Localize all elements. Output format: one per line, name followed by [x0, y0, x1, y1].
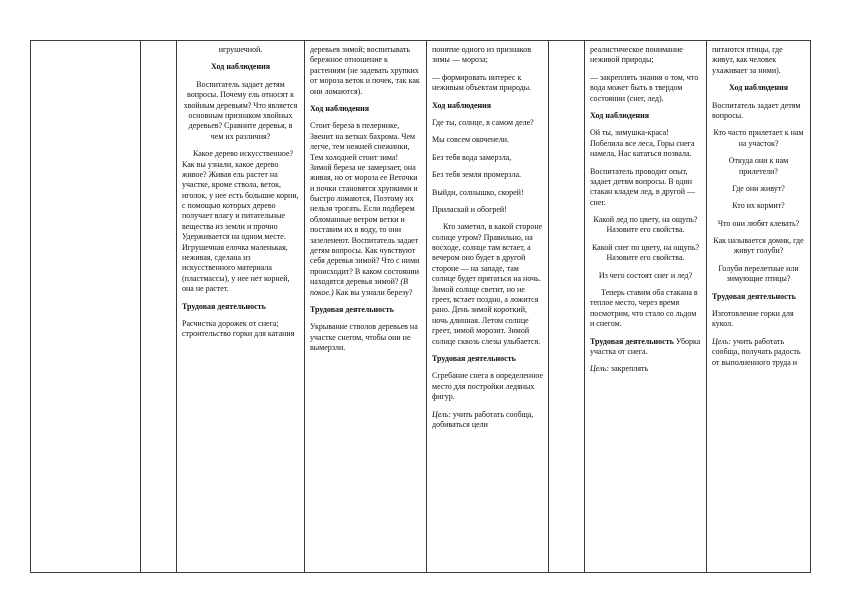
text-block — [590, 167, 701, 209]
table-column-snow-ice — [585, 41, 707, 572]
table-column-birch-winter — [305, 41, 427, 572]
planning-table — [30, 40, 811, 573]
text-block — [432, 170, 543, 180]
text-run: Какое дерево искусственное? Как вы узнали, какое дерево живое? Живая ель растет на участке, кроме ствола, веток, иголок, у нее есть большие корни, с помощью которых дерево получает влагу и питательные вещества из земли и прочно Удерживается на одном месте. Игрушечная елочка маленькая, неживая, сделана из искусственного материала (пластмассы), у нее нет корней, она не растет. — [182, 149, 299, 294]
text-block — [590, 111, 701, 121]
text-run: Воспитатель проводит опыт, задает детям вопросы. В один стакан кладем лед, в другой — снег. — [590, 166, 696, 207]
text-block — [432, 222, 543, 347]
text-run: Ход наблюдения — [728, 83, 789, 93]
text-block — [712, 236, 805, 257]
text-block — [432, 101, 543, 111]
text-run: — закреплять знания о том, что вода может быть в твердом состоянии (снег, лед). — [590, 72, 699, 103]
text-block — [590, 337, 701, 358]
text-block — [712, 337, 805, 368]
text-run: Какой снег по цвету, на ощупь? Назовите его свойства. — [591, 242, 700, 263]
text-block — [432, 135, 543, 145]
text-run: закреплять — [608, 364, 649, 374]
text-block — [182, 45, 299, 55]
text-run: Изготовление горки для кукол. — [712, 309, 794, 329]
text-run: Теперь ставим оба стакана в теплое место, через время посмотрим, что стало со льдом и снегом. — [590, 288, 698, 329]
text-run: питаются птицы, где живут, как человек ухаживает за ними). — [712, 45, 783, 75]
text-block — [712, 101, 805, 122]
text-run: Кто их кормит? — [732, 201, 785, 211]
text-block — [310, 45, 421, 97]
text-run: Сгребание снега в определенное место для постройки ледяных фигур. — [432, 371, 543, 402]
text-block — [432, 153, 543, 163]
table-cell-empty-narrow — [141, 41, 177, 572]
text-block — [432, 354, 543, 364]
text-block — [182, 319, 299, 340]
text-block — [590, 45, 701, 66]
text-run: игрушечной. — [218, 45, 263, 54]
table-cell-empty-left — [31, 41, 141, 572]
text-block — [712, 128, 805, 149]
text-block — [712, 264, 805, 285]
text-run: Ой ты, зимушка-краса! Побелила все леса, Горы снега намела, Нас кататься позвала. — [590, 128, 695, 159]
text-block — [182, 302, 299, 312]
text-block — [182, 80, 299, 142]
text-block — [182, 149, 299, 294]
text-block — [590, 128, 701, 159]
text-run: Приласкай и обогрей! — [432, 204, 507, 214]
text-run: деревьев зимой; воспитывать бережное отношение к растениям (не задевать хрупких от мороза веток и почек, так как они ломаются). — [310, 45, 420, 96]
text-run: Какой лед по цвету, на ощупь? Назовите его свойства. — [593, 215, 698, 235]
text-run: Уборка участка от снега. — [590, 336, 701, 356]
text-block — [310, 121, 421, 298]
text-run: Как называется домик, где живут голуби? — [713, 236, 804, 256]
text-block — [712, 83, 805, 93]
text-run: учить работать сообща, получать радость от выполненного труда и — [712, 336, 801, 367]
text-block — [432, 371, 543, 402]
text-block — [590, 215, 701, 236]
text-block — [310, 104, 421, 114]
text-run: Голуби перелетные или зимующие птицы? — [718, 263, 799, 284]
text-run: Кто заметил, в какой стороне солнце утром? Правильно, на восходе, солнце там встает, а вечером оно будет в другой стороне — на западе, там солнце будет прятаться на ночь. Зимой солнце светит, но не греет, встает поздно, а ложится рано. День зимой короткий, ночь длинная. Летом солнце греет, зимой морозит. Зимой солнце сквозь слезы улыбается. — [432, 222, 543, 346]
text-block — [590, 271, 701, 281]
text-run: Стоит береза в пелеринке, Звенит на ветках бахрома. Чем легче, тем нежней снежинки, Тем холодней стоит зима! Зимой береза не замерзает, она живая, но от мороза ее Веточки и почки становятся хрупкими и быстро ломаются, Поэтому их нельзя трогать. Если подберем обломанные ветром ветки и поставим их в воду, то они зазеленеют. Воспитатель задает детям вопросы. Как чувствуют себя деревья зимой? Что с ними происходит? В каком состоянии находятся деревья зимой? — [310, 121, 420, 287]
text-run: Трудовая деятельность — [310, 304, 394, 314]
text-run: Где ты, солнце, в самом деле? — [432, 117, 534, 127]
table-column-sun-frost — [427, 41, 549, 572]
text-run: понятие одного из признаков зимы — мороза; — [432, 45, 532, 65]
table-column-birds — [707, 41, 810, 572]
text-run: (В покое.) — [310, 277, 409, 297]
text-block — [590, 73, 701, 104]
text-run: Без тебя вода замерзла, — [432, 152, 512, 162]
text-run: Ход наблюдения — [432, 100, 492, 110]
text-run: Трудовая деятельность — [590, 336, 674, 346]
text-run: Выйди, солнышко, скорей! — [432, 187, 524, 197]
text-run: Трудовая деятельность — [182, 301, 266, 311]
text-run: Расчистка дорожек от снега; строительство горки для катания — [182, 318, 295, 339]
text-block — [432, 410, 543, 431]
text-block — [432, 45, 543, 66]
text-run: Как вы узнали березу? — [333, 287, 413, 297]
text-run: Воспитатель задает детям вопросы. — [712, 100, 801, 120]
text-run: Ход наблюдения — [310, 103, 370, 113]
text-run: Что они любят клевать? — [717, 218, 800, 228]
text-run: Мы совсем окоченели. — [432, 135, 509, 145]
text-block — [590, 243, 701, 264]
table-cell-empty-middle — [549, 41, 585, 572]
text-block — [712, 45, 805, 76]
text-block — [712, 156, 805, 177]
text-run: Кто часто прилетает к нам на участок? — [713, 128, 804, 148]
text-run: Укрывание стволов деревьев на участке снегом, чтобы они не вымерзли. — [310, 322, 418, 353]
text-run: реалистическое понимание неживой природы; — [590, 45, 683, 65]
text-block — [310, 322, 421, 353]
text-run: Из чего состоят снег и лед? — [598, 270, 693, 280]
text-run: Трудовая деятельность — [712, 291, 796, 301]
text-run: Где они живут? — [732, 183, 785, 193]
text-run: Ход наблюдения — [210, 62, 271, 72]
text-block — [432, 205, 543, 215]
text-block — [712, 219, 805, 229]
text-block — [432, 73, 543, 94]
text-block — [590, 288, 701, 330]
text-block — [712, 201, 805, 211]
text-run: Цель: — [590, 364, 609, 374]
text-run: Без тебя земля промерзла. — [432, 170, 521, 180]
text-run: Ход наблюдения — [590, 110, 650, 120]
text-block — [432, 118, 543, 128]
text-run: Цель: — [712, 336, 731, 346]
text-block — [590, 364, 701, 374]
text-block — [712, 309, 805, 330]
text-run: Цель: — [432, 409, 451, 419]
text-block — [310, 305, 421, 315]
text-run: Воспитатель задает детям вопросы. Почему ель относят к хвойным деревьям? Что является основным признаком хвойных деревьев? Сравните деревья, в чем их различия? — [183, 79, 298, 141]
text-block — [182, 62, 299, 72]
text-block — [712, 184, 805, 194]
text-run: учить работать сообща, добиваться цели — [432, 409, 534, 429]
text-run: — формировать интерес к неживым объектам природы. — [432, 72, 532, 93]
text-block — [432, 188, 543, 198]
table-column-observation-trees — [177, 41, 305, 572]
text-block — [712, 292, 805, 302]
text-run: Трудовая деятельность — [432, 353, 516, 363]
text-run: Откуда они к нам прилетели? — [728, 156, 789, 176]
